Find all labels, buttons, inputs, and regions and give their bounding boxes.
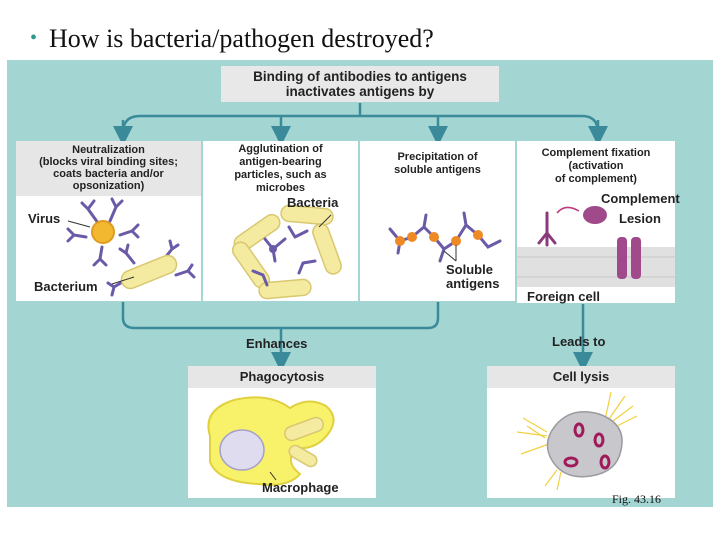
agglutination-illustration (203, 141, 358, 301)
agglutination-title-line3: particles, such as (234, 169, 327, 181)
neutralization-title-line1: Neutralization (72, 144, 145, 156)
neutralization-title-line2: (blocks viral binding sites; (39, 156, 178, 168)
nucleus-icon (220, 430, 264, 470)
membrane-icon (517, 247, 675, 287)
arrow-enhances-bracket (123, 302, 438, 328)
bacterium-icon (119, 253, 180, 291)
cell-lysis-title: Cell lysis (487, 366, 675, 388)
figure-reference: Fig. 43.16 (612, 492, 662, 506)
label-bacteria: Bacteria (287, 195, 339, 210)
precipitation-title-line1: Precipitation of (397, 151, 478, 163)
cell-lysis-illustration (487, 366, 675, 498)
complement-box (517, 141, 680, 304)
precipitation-box (360, 141, 515, 301)
phagocytosis-box (188, 366, 376, 498)
label-leads-to: Leads to (552, 334, 606, 349)
lysed-cell-icon (547, 412, 622, 477)
slide-title-text: How is bacteria/pathogen destroyed? (49, 24, 434, 53)
top-box-line2: inactivates antigens by (285, 84, 435, 99)
arrow-top-horizontal (123, 116, 598, 133)
phagocytosis-title: Phagocytosis (188, 366, 376, 388)
agglutination-title-line2: antigen-bearing (239, 156, 322, 168)
bullet-icon: • (30, 27, 38, 49)
complement-title-line3: of complement) (555, 173, 637, 185)
complement-icon (583, 206, 607, 224)
label-enhances: Enhances (246, 336, 308, 351)
neutralization-title-line3: coats bacteria and/or (53, 168, 164, 180)
cell-lysis-box (487, 366, 675, 498)
agglutination-title-line1: Agglutination of (238, 143, 323, 155)
label-virus: Virus (28, 211, 61, 226)
label-bacterium: Bacterium (34, 279, 98, 294)
agglutination-box (203, 141, 358, 301)
soluble-antigen-icon (395, 236, 405, 246)
label-macrophage: Macrophage (262, 480, 339, 495)
neutralization-title-line4: opsonization) (72, 180, 145, 192)
complement-title-line1: Complement fixation (541, 147, 651, 159)
top-box-line1: Binding of antibodies to antigens (253, 69, 467, 84)
label-soluble-antigens (446, 263, 499, 291)
precipitation-title-line2: soluble antigens (394, 164, 481, 176)
lesion-icon (617, 237, 627, 279)
top-box (221, 66, 499, 102)
label-soluble: Soluble (446, 262, 493, 277)
neutralization-box (16, 141, 201, 301)
complement-title-line2: (activation (568, 160, 624, 172)
label-lesion: Lesion (619, 211, 661, 226)
phagocytosis-illustration (188, 366, 376, 498)
label-complement: Complement (601, 191, 680, 206)
label-foreign-cell: Foreign cell (527, 289, 600, 304)
agglutination-title-line4: microbes (256, 182, 305, 194)
virus-icon (92, 221, 114, 243)
label-antigens: antigens (446, 276, 500, 291)
